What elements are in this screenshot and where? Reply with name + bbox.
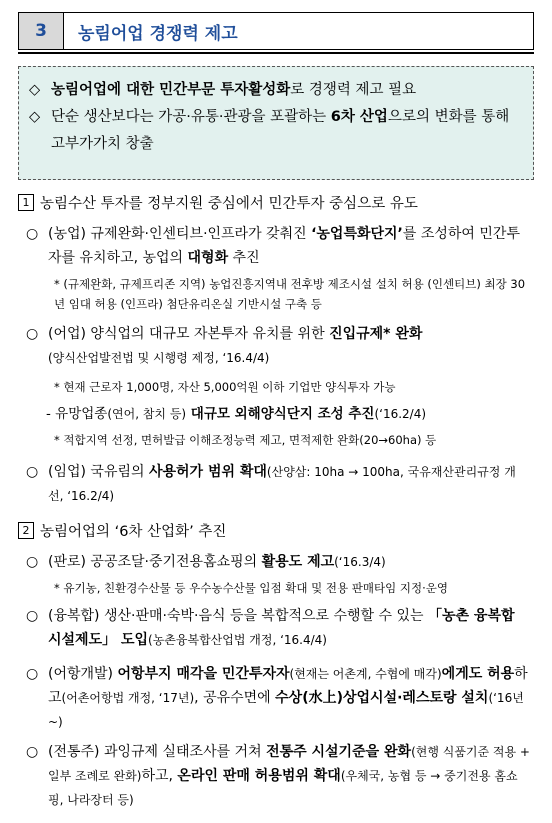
summary-box xyxy=(18,66,534,180)
diamond-icon: ◇ xyxy=(29,109,41,125)
circle-bullet-icon: ○ xyxy=(26,326,39,342)
diamond-icon: ◇ xyxy=(29,82,41,98)
section-number-box: 3 xyxy=(18,12,64,50)
circle-bullet-icon: ○ xyxy=(26,744,39,760)
circle-bullet-icon: ○ xyxy=(26,464,39,480)
note-offshore: * 적합지역 선정, 면허발급 이해조정능력 제고, 면적제한 완화(20→60ha) 등 xyxy=(54,433,437,447)
summary-emphasis: 6차 산업 xyxy=(330,109,388,125)
item-fusion: ○ (융복합) 생산·판매·숙박·음식 등을 복합적으로 수행할 수 있는 「농촌 융복합 시설제도」 도입(농촌융복합산업법 개정, ‘16.4/4) xyxy=(26,604,530,652)
item-sales-channel: ○ (판로) 공공조달·중기전용홈쇼핑의 활용도 제고(‘16.3/4) xyxy=(26,550,530,574)
item-fishing-port: ○ (어항개발) 어항부지 매각을 민간투자자(현재는 어촌계, 수협에 매각)에게도 허용하고(어촌어항법 개정, ‘17년), 공유수면에 수상(水上)상업시설·레스토랑 설치(‘16년~) xyxy=(26,662,530,734)
subsection-heading-1 xyxy=(18,192,418,213)
item-forestry: ○ (임업) 국유림의 사용허가 범위 확대(산양삼: 10ha → 100ha, 국유재산관리규정 개선, ‘16.2/4) xyxy=(26,460,530,508)
summary-item xyxy=(29,104,525,158)
section-title: 농림어업 경쟁력 제고 xyxy=(64,12,534,50)
summary-text: 으로의 변화를 통해 고부가가치 창출 xyxy=(51,109,510,152)
circle-bullet-icon: ○ xyxy=(26,666,39,682)
summary-text: 단순 생산보다는 가공·유통·관광을 포괄하는 xyxy=(51,109,331,125)
subsection-number: 2 xyxy=(18,522,34,539)
summary-text: 로 경쟁력 제고 필요 xyxy=(290,82,417,98)
circle-bullet-icon: ○ xyxy=(26,608,39,624)
subsection-title: 농림어업의 ‘6차 산업화’ 추진 xyxy=(40,524,227,540)
summary-item xyxy=(29,77,525,104)
circle-bullet-icon: ○ xyxy=(26,226,39,242)
subsection-title: 농림수산 투자를 정부지원 중심에서 민간투자 중심으로 유도 xyxy=(40,196,418,212)
item-fishery: ○ (어업) 양식업의 대규모 자본투자 유치를 위한 진입규제* 완화 (양식산업발전법 및 시행령 제정, ‘16.4/4) xyxy=(26,322,530,370)
header-underline xyxy=(18,52,534,54)
subsection-number: 1 xyxy=(18,194,34,211)
note-fishery: * 현재 근로자 1,000명, 자산 5,000억원 이하 기업만 양식투자 가능 xyxy=(54,380,396,394)
circle-bullet-icon: ○ xyxy=(26,554,39,570)
item-traditional-liquor: ○ (전통주) 과잉규제 실태조사를 거쳐 전통주 시설기준을 완화(현행 식품기준 적용 + 일부 조례로 완화)하고, 온라인 판매 허용범위 확대(우체국, 농협 등 → 중기전용 홈쇼핑, 나라장터 등) xyxy=(26,740,530,812)
subsection-heading-2 xyxy=(18,520,226,541)
summary-emphasis: 농림어업에 대한 민간부문 투자활성화 xyxy=(51,82,291,98)
note-agriculture: * (규제완화, 규제프리존 지역) 농업진흥지역내 전후방 제조시설 설치 허용 (인센티브) 최장 30년 임대 허용 (인프라) 첨단유리온실 기반시설 구축 등 xyxy=(54,277,526,311)
sub-item-offshore: - 유망업종(연어, 참치 등) 대규모 외해양식단지 조성 추진(‘16.2/4) xyxy=(46,406,427,422)
item-agriculture: ○ (농업) 규제완화·인센티브·인프라가 갖춰진 ‘농업특화단지’를 조성하여 민간투자를 유치하고, 농업의 대형화 추진 xyxy=(26,222,530,270)
note-sales-channel: * 유기농, 친환경수산물 등 우수농수산물 입점 확대 및 전용 판매타임 지정·운영 xyxy=(54,581,448,595)
section-header xyxy=(18,12,534,50)
